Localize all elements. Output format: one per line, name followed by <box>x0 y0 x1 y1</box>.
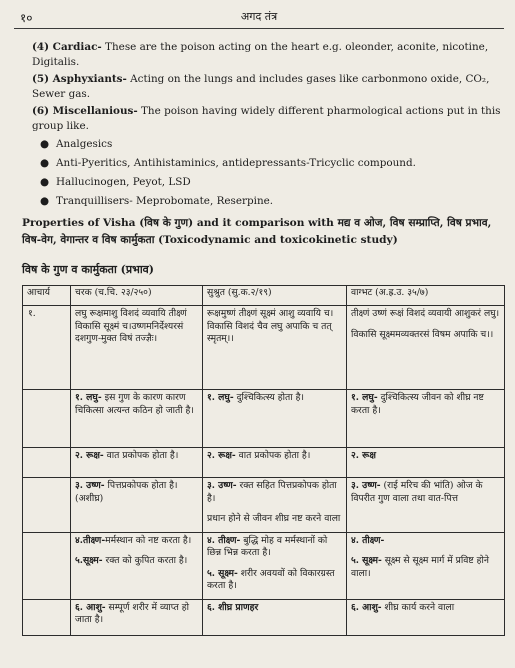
table-cell <box>347 478 505 533</box>
cardiac-label: (4) Cardiac- <box>32 41 102 53</box>
acharya-cell <box>23 478 71 533</box>
guna-description: (राई मरिच की भांति) ओज के विपरीत गुण वाला तथा वात-पित्त <box>351 480 483 504</box>
table-cell <box>203 390 347 448</box>
cell-entry <box>75 602 198 627</box>
guna-label: ५. सूक्ष्म- <box>207 567 238 579</box>
guna-label: तीक्ष्णं उष्णं रूक्षं विशदं व्यवायी आशुकरं लघु। <box>351 308 500 319</box>
table-row <box>23 448 505 478</box>
guna-label: ४. तीक्ष्ण- <box>351 534 385 546</box>
table-cell <box>347 448 505 478</box>
bullet-icon: ● <box>40 176 50 188</box>
header-charaka: चरक (च.चि. २३/२५०) <box>71 286 203 306</box>
table-row <box>23 306 505 390</box>
cell-entry <box>351 602 500 615</box>
miscellanious-paragraph <box>32 104 502 134</box>
guna-description: वात प्रकोपक होता है। <box>103 450 179 461</box>
header-rule <box>14 28 504 29</box>
bullet-icon: ● <box>40 138 50 150</box>
list-item <box>40 154 500 173</box>
guna-label: २. रूक्ष <box>351 450 376 461</box>
cell-entry <box>75 480 198 505</box>
cell-entry <box>207 568 342 593</box>
cell-entry <box>207 392 342 405</box>
guna-label: २. रूक्ष- <box>207 450 236 461</box>
cell-entry <box>207 308 342 346</box>
table-cell <box>203 599 347 635</box>
table-header-row <box>23 286 505 306</box>
guna-description: बुद्धि मोह व मर्मस्थानों को छिन्न भिन्न करता है। <box>207 534 328 558</box>
header-vagbhata: वाग्भट (अ.ह्र.उ. ३५/७) <box>347 286 505 306</box>
table-cell <box>347 532 505 599</box>
guna-description: रक्त को कुपित करता है। <box>102 555 188 566</box>
table-row <box>23 599 505 635</box>
guna-label: ४. तीक्ष्ण- <box>207 534 241 546</box>
guna-label: ५.सूक्ष्म- <box>75 555 103 566</box>
table-title: विष के गुण व कार्मुकता (प्रभाव) <box>22 263 154 276</box>
list-item <box>40 135 500 154</box>
visha-properties-table <box>22 285 505 636</box>
cardiac-paragraph <box>32 40 502 70</box>
list-item <box>40 192 500 211</box>
acharya-cell <box>23 448 71 478</box>
miscellanious-text: The poison having widely different pharmological actions put in this group like. <box>32 105 501 132</box>
guna-label: १. लघु- <box>75 392 102 403</box>
table-cell <box>71 532 203 599</box>
guna-label: ५. सूक्ष्म- <box>351 555 382 566</box>
table-cell <box>71 478 203 533</box>
asphyxiants-text: Acting on the lungs and includes gases like carbonmono oxide, CO₂, Sewer gas. <box>32 73 490 100</box>
cell-entry <box>207 602 342 615</box>
acharya-cell: १. <box>23 306 71 390</box>
list-item-text: Analgesics <box>56 138 113 150</box>
asphyxiants-paragraph <box>32 72 502 102</box>
guna-label: विकासि सूक्ष्ममव्यक्तरसं विषम अपाकि च।। <box>351 328 494 340</box>
cell-entry <box>351 450 500 463</box>
table-cell <box>347 390 505 448</box>
table-row <box>23 478 505 533</box>
table-cell <box>347 306 505 390</box>
guna-label: २. रूक्ष- <box>75 450 104 461</box>
running-title: अगद तंत्र <box>240 10 278 23</box>
guna-label: ३. उष्ण- <box>351 480 381 491</box>
guna-description: विकासि विशदं चैव लघु अपाकि च तत् स्मृतम्।। <box>207 320 332 344</box>
cell-entry <box>351 555 500 580</box>
guna-description: सूक्ष्म से सूक्ष्म मार्ग में प्रविष्ट होने वाला। <box>351 555 489 579</box>
guna-label: ६. आशु- <box>75 601 106 613</box>
table-cell <box>71 448 203 478</box>
guna-label: ३. उष्ण- <box>75 480 105 491</box>
list-item-text: Hallucinogen, Peyot, LSD <box>56 176 191 188</box>
page-header <box>14 8 504 28</box>
guna-label: ६. आशु- <box>351 601 382 613</box>
cell-entry <box>351 480 500 505</box>
guna-label: १. लघु- <box>207 392 234 403</box>
cell-entry <box>75 450 198 463</box>
bullet-icon: ● <box>40 195 50 207</box>
guna-description: मर्मस्थान को नष्ट करता है। <box>105 534 192 546</box>
cell-entry <box>75 555 198 568</box>
guna-label: ६. शीघ्र प्राणहर <box>207 601 259 613</box>
guna-description: वात प्रकोपक होता है। <box>235 450 311 461</box>
header-sushruta: सुश्रुत (सु.क.२/१९) <box>203 286 347 306</box>
page-number: १० <box>20 11 33 25</box>
cardiac-text: These are the poison acting on the heart e.g. oleonder, aconite, nicotine, Digitalis. <box>32 41 489 68</box>
table-cell <box>71 390 203 448</box>
guna-description: दुश्चिकित्स्य जीवन को शीघ्र नष्ट करता है। <box>351 392 484 416</box>
miscellanious-label: (6) Miscellanious- <box>32 105 138 117</box>
guna-description: पित्तप्रकोपक होता है। (अशीघ्र) <box>75 480 178 504</box>
cell-entry <box>75 308 198 346</box>
cell-entry <box>351 308 500 321</box>
acharya-cell <box>23 390 71 448</box>
drug-group-list <box>40 135 500 211</box>
guna-description: उष्णमनिर्देश्यरसं दशगुण-मुक्त विषं तज्ज्ञैः। <box>75 320 184 344</box>
cell-entry <box>75 535 198 548</box>
cell-entry <box>207 480 342 505</box>
guna-description: शीघ्र कार्य करने वाला <box>381 601 455 613</box>
table-cell <box>203 306 347 390</box>
properties-heading: Properties of Visha (विष के गुण) and it comparison with मद्य व ओज, विष सम्प्राप्ति, विष प्रभाव, विष-वेग, वेगान्तर व विष कार्मुकता (Toxicodynamic and toxicokinetic study) <box>22 217 492 246</box>
table-cell <box>203 478 347 533</box>
acharya-cell <box>23 599 71 635</box>
guna-label: ४.तीक्ष्ण- <box>75 534 106 546</box>
asphyxiants-label: (5) Asphyxiants- <box>32 73 127 85</box>
guna-description: रक्त सहित पित्तप्रकोपक होता है। <box>207 480 337 504</box>
table-cell <box>203 532 347 599</box>
guna-description: प्रधान होने से जीवन शीघ्र नष्ट करने वाला <box>207 513 341 524</box>
table-cell <box>71 306 203 390</box>
table-cell <box>203 448 347 478</box>
list-item <box>40 173 500 192</box>
table-cell <box>347 599 505 635</box>
guna-description: सम्पूर्ण शरीर में व्याप्त हो जाता है। <box>75 601 190 625</box>
cell-entry <box>351 329 500 342</box>
guna-description: शरीर अवयवों को विकारग्रस्त करता है। <box>207 567 335 591</box>
list-item-text: Anti-Pyeritics, Antihistaminics, antidepressants-Tricyclic compound. <box>56 157 416 169</box>
acharya-cell <box>23 532 71 599</box>
guna-label: १. लघु- <box>351 392 378 403</box>
guna-label: लघु रूक्षमाशु विशदं व्यवायि तीक्ष्णं विकासि सूक्ष्मं च। <box>75 308 187 332</box>
table-cell <box>71 599 203 635</box>
table-body <box>23 306 505 636</box>
list-item-text: Tranquillisers- Meprobomate, Reserpine. <box>56 195 274 207</box>
cell-entry <box>75 392 198 417</box>
guna-description: इस गुण के कारण कारण चिकित्सा अत्यन्त कठिन हो जाती है। <box>75 392 194 416</box>
table-row <box>23 390 505 448</box>
cell-entry <box>351 535 500 548</box>
cell-entry <box>207 450 342 463</box>
bullet-icon: ● <box>40 157 50 169</box>
guna-description: दुश्चिकित्स्य होता है। <box>233 392 304 403</box>
cell-entry <box>207 513 342 526</box>
cell-entry <box>351 392 500 417</box>
header-acharya: आचार्य <box>23 286 71 306</box>
cell-entry <box>207 535 342 560</box>
guna-label: ३. उष्ण- <box>207 480 237 491</box>
table-row <box>23 532 505 599</box>
guna-label: रूक्षमुष्णं तीक्ष्णं सूक्ष्मं आशु व्यवायि च। <box>207 308 334 319</box>
